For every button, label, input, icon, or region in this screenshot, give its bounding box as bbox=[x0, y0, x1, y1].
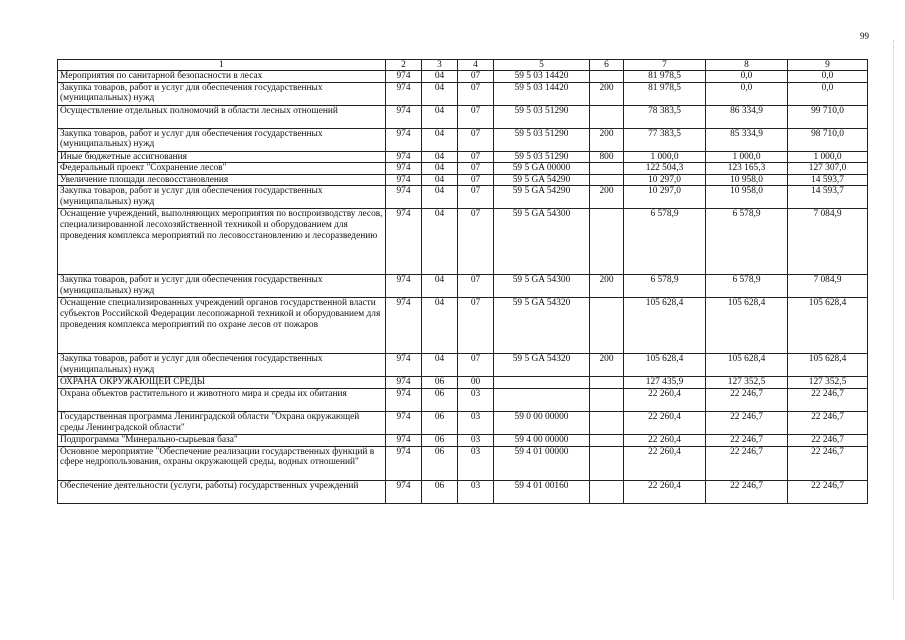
code-admin: 974 bbox=[386, 151, 422, 163]
amount-col8: 6 578,9 bbox=[706, 209, 788, 275]
code-expense-type: 200 bbox=[590, 128, 624, 151]
code-admin: 974 bbox=[386, 209, 422, 275]
code-target: 59 5 03 14420 bbox=[494, 82, 590, 105]
code-section: 04 bbox=[422, 71, 458, 83]
code-admin: 974 bbox=[386, 354, 422, 377]
amount-col9: 127 352,5 bbox=[788, 377, 868, 389]
code-expense-type bbox=[590, 71, 624, 83]
code-section: 06 bbox=[422, 446, 458, 480]
table-row bbox=[58, 411, 868, 434]
code-subsection: 03 bbox=[458, 446, 494, 480]
code-admin: 974 bbox=[386, 275, 422, 298]
code-subsection: 03 bbox=[458, 480, 494, 503]
amount-col8: 105 628,4 bbox=[706, 298, 788, 354]
column-header: 2 bbox=[386, 60, 422, 71]
amount-col7: 81 978,5 bbox=[624, 82, 706, 105]
code-section: 04 bbox=[422, 354, 458, 377]
code-subsection: 07 bbox=[458, 275, 494, 298]
column-header: 9 bbox=[788, 60, 868, 71]
amount-col8: 86 334,9 bbox=[706, 105, 788, 128]
table-row bbox=[58, 105, 868, 128]
code-expense-type bbox=[590, 105, 624, 128]
code-expense-type bbox=[590, 209, 624, 275]
amount-col9: 22 246,7 bbox=[788, 411, 868, 434]
code-target: 59 5 03 51290 bbox=[494, 128, 590, 151]
code-section: 06 bbox=[422, 434, 458, 446]
table-row bbox=[58, 71, 868, 83]
column-header: 6 bbox=[590, 60, 624, 71]
code-target: 59 5 GA 00000 bbox=[494, 163, 590, 175]
row-name: Иные бюджетные ассигнования bbox=[58, 151, 386, 163]
code-admin: 974 bbox=[386, 480, 422, 503]
code-subsection: 07 bbox=[458, 128, 494, 151]
amount-col7: 6 578,9 bbox=[624, 275, 706, 298]
amount-col8: 6 578,9 bbox=[706, 275, 788, 298]
code-section: 06 bbox=[422, 480, 458, 503]
table-row bbox=[58, 174, 868, 186]
code-target: 59 5 GA 54300 bbox=[494, 275, 590, 298]
code-subsection: 07 bbox=[458, 105, 494, 128]
code-target: 59 5 03 51290 bbox=[494, 105, 590, 128]
table-row bbox=[58, 151, 868, 163]
amount-col7: 81 978,5 bbox=[624, 71, 706, 83]
code-admin: 974 bbox=[386, 377, 422, 389]
row-name: Государственная программа Ленинградской области "Охрана окружающей среды Ленинградской области" bbox=[58, 411, 386, 434]
amount-col7: 22 260,4 bbox=[624, 388, 706, 411]
column-header: 8 bbox=[706, 60, 788, 71]
amount-col7: 1 000,0 bbox=[624, 151, 706, 163]
amount-col8: 0,0 bbox=[706, 82, 788, 105]
table-row bbox=[58, 128, 868, 151]
row-name: Основное мероприятие "Обеспечение реализации государственных функций в сфере недропользования, охраны окружающей среды, водных отношений" bbox=[58, 446, 386, 480]
code-subsection: 03 bbox=[458, 411, 494, 434]
code-section: 06 bbox=[422, 411, 458, 434]
table-row bbox=[58, 298, 868, 354]
code-target bbox=[494, 377, 590, 389]
code-admin: 974 bbox=[386, 446, 422, 480]
code-admin: 974 bbox=[386, 434, 422, 446]
code-expense-type bbox=[590, 480, 624, 503]
row-name: Закупка товаров, работ и услуг для обеспечения государственных (муниципальных) нужд bbox=[58, 275, 386, 298]
amount-col7: 10 297,0 bbox=[624, 174, 706, 186]
code-expense-type: 200 bbox=[590, 275, 624, 298]
row-name: Закупка товаров, работ и услуг для обеспечения государственных (муниципальных) нужд bbox=[58, 186, 386, 209]
table-row bbox=[58, 163, 868, 175]
code-target: 59 4 01 00000 bbox=[494, 446, 590, 480]
amount-col9: 1 000,0 bbox=[788, 151, 868, 163]
code-subsection: 00 bbox=[458, 377, 494, 389]
code-target: 59 5 GA 54290 bbox=[494, 174, 590, 186]
amount-col8: 22 246,7 bbox=[706, 446, 788, 480]
column-header: 1 bbox=[58, 60, 386, 71]
table-row bbox=[58, 209, 868, 275]
code-section: 04 bbox=[422, 186, 458, 209]
row-name: Закупка товаров, работ и услуг для обеспечения государственных (муниципальных) нужд bbox=[58, 128, 386, 151]
code-admin: 974 bbox=[386, 388, 422, 411]
code-expense-type bbox=[590, 434, 624, 446]
row-name: Мероприятия по санитарной безопасности в лесах bbox=[58, 71, 386, 83]
amount-col8: 0,0 bbox=[706, 71, 788, 83]
code-admin: 974 bbox=[386, 71, 422, 83]
code-target: 59 5 GA 54320 bbox=[494, 298, 590, 354]
page-number: 99 bbox=[860, 31, 869, 41]
code-admin: 974 bbox=[386, 298, 422, 354]
amount-col9: 14 593,7 bbox=[788, 186, 868, 209]
amount-col9: 0,0 bbox=[788, 82, 868, 105]
budget-table bbox=[57, 59, 868, 504]
amount-col7: 22 260,4 bbox=[624, 446, 706, 480]
code-expense-type bbox=[590, 411, 624, 434]
code-admin: 974 bbox=[386, 163, 422, 175]
code-subsection: 07 bbox=[458, 298, 494, 354]
code-section: 04 bbox=[422, 209, 458, 275]
amount-col9: 22 246,7 bbox=[788, 434, 868, 446]
amount-col9: 0,0 bbox=[788, 71, 868, 83]
table-row bbox=[58, 377, 868, 389]
row-name: Оснащение учреждений, выполняющих мероприятия по воспроизводству лесов, специализированной лесохозяйственной техникой и оборудованием для проведения комплекса мероприятий по лесовосстановлению и лесоразведению bbox=[58, 209, 386, 275]
row-name: Закупка товаров, работ и услуг для обеспечения государственных (муниципальных) нужд bbox=[58, 82, 386, 105]
amount-col8: 10 958,0 bbox=[706, 186, 788, 209]
amount-col9: 22 246,7 bbox=[788, 446, 868, 480]
amount-col8: 22 246,7 bbox=[706, 388, 788, 411]
amount-col9: 105 628,4 bbox=[788, 354, 868, 377]
code-section: 04 bbox=[422, 174, 458, 186]
column-header: 3 bbox=[422, 60, 458, 71]
amount-col7: 78 383,5 bbox=[624, 105, 706, 128]
amount-col8: 22 246,7 bbox=[706, 411, 788, 434]
code-expense-type bbox=[590, 298, 624, 354]
code-admin: 974 bbox=[386, 128, 422, 151]
code-admin: 974 bbox=[386, 82, 422, 105]
row-name: ОХРАНА ОКРУЖАЮЩЕЙ СРЕДЫ bbox=[58, 377, 386, 389]
code-section: 04 bbox=[422, 163, 458, 175]
code-section: 04 bbox=[422, 105, 458, 128]
code-expense-type: 800 bbox=[590, 151, 624, 163]
amount-col8: 22 246,7 bbox=[706, 434, 788, 446]
table-row bbox=[58, 480, 868, 503]
amount-col8: 127 352,5 bbox=[706, 377, 788, 389]
code-admin: 974 bbox=[386, 105, 422, 128]
amount-col7: 105 628,4 bbox=[624, 298, 706, 354]
amount-col9: 7 084,9 bbox=[788, 209, 868, 275]
amount-col7: 127 435,9 bbox=[624, 377, 706, 389]
code-section: 04 bbox=[422, 151, 458, 163]
header-row bbox=[58, 60, 868, 71]
code-section: 06 bbox=[422, 388, 458, 411]
code-target: 59 5 GA 54290 bbox=[494, 186, 590, 209]
amount-col9: 105 628,4 bbox=[788, 298, 868, 354]
code-expense-type bbox=[590, 388, 624, 411]
column-header: 4 bbox=[458, 60, 494, 71]
code-expense-type: 200 bbox=[590, 82, 624, 105]
table-row bbox=[58, 446, 868, 480]
code-section: 06 bbox=[422, 377, 458, 389]
row-name: Подпрограмма "Минерально-сырьевая база" bbox=[58, 434, 386, 446]
code-admin: 974 bbox=[386, 411, 422, 434]
code-target: 59 5 GA 54320 bbox=[494, 354, 590, 377]
code-admin: 974 bbox=[386, 174, 422, 186]
column-header: 5 bbox=[494, 60, 590, 71]
code-subsection: 07 bbox=[458, 151, 494, 163]
amount-col8: 22 246,7 bbox=[706, 480, 788, 503]
row-name: Увеличение площади лесовосстановления bbox=[58, 174, 386, 186]
row-name: Оснащение специализированных учреждений органов государственной власти субъектов Российской Федерации лесопожарной техникой и оборудованием для проведения комплекса мероприятий по охране лесов от пожаров bbox=[58, 298, 386, 354]
row-name: Закупка товаров, работ и услуг для обеспечения государственных (муниципальных) нужд bbox=[58, 354, 386, 377]
row-name: Осуществление отдельных полномочий в области лесных отношений bbox=[58, 105, 386, 128]
code-subsection: 07 bbox=[458, 209, 494, 275]
code-target: 59 5 03 51290 bbox=[494, 151, 590, 163]
amount-col8: 123 165,3 bbox=[706, 163, 788, 175]
row-name: Охрана объектов растительного и животного мира и среды их обитания bbox=[58, 388, 386, 411]
code-target: 59 0 00 00000 bbox=[494, 411, 590, 434]
amount-col8: 1 000,0 bbox=[706, 151, 788, 163]
amount-col7: 10 297,0 bbox=[624, 186, 706, 209]
code-section: 04 bbox=[422, 275, 458, 298]
amount-col9: 98 710,0 bbox=[788, 128, 868, 151]
code-subsection: 07 bbox=[458, 163, 494, 175]
table-row bbox=[58, 388, 868, 411]
code-target: 59 4 00 00000 bbox=[494, 434, 590, 446]
code-target: 59 5 03 14420 bbox=[494, 71, 590, 83]
column-header: 7 bbox=[624, 60, 706, 71]
amount-col9: 22 246,7 bbox=[788, 388, 868, 411]
code-section: 04 bbox=[422, 128, 458, 151]
code-subsection: 07 bbox=[458, 186, 494, 209]
code-admin: 974 bbox=[386, 186, 422, 209]
amount-col9: 7 084,9 bbox=[788, 275, 868, 298]
table-row bbox=[58, 354, 868, 377]
code-target bbox=[494, 388, 590, 411]
amount-col8: 105 628,4 bbox=[706, 354, 788, 377]
code-subsection: 03 bbox=[458, 388, 494, 411]
table-body bbox=[58, 71, 868, 504]
amount-col7: 105 628,4 bbox=[624, 354, 706, 377]
row-name: Федеральный проект "Сохранение лесов" bbox=[58, 163, 386, 175]
code-expense-type bbox=[590, 446, 624, 480]
table-row bbox=[58, 186, 868, 209]
code-expense-type bbox=[590, 163, 624, 175]
code-subsection: 07 bbox=[458, 71, 494, 83]
amount-col7: 77 383,5 bbox=[624, 128, 706, 151]
code-expense-type: 200 bbox=[590, 354, 624, 377]
amount-col9: 127 307,0 bbox=[788, 163, 868, 175]
scan-edge-marks bbox=[893, 40, 895, 600]
amount-col7: 22 260,4 bbox=[624, 411, 706, 434]
code-subsection: 07 bbox=[458, 354, 494, 377]
table-row bbox=[58, 275, 868, 298]
code-subsection: 03 bbox=[458, 434, 494, 446]
code-target: 59 4 01 00160 bbox=[494, 480, 590, 503]
amount-col7: 22 260,4 bbox=[624, 480, 706, 503]
amount-col9: 14 593,7 bbox=[788, 174, 868, 186]
code-expense-type bbox=[590, 174, 624, 186]
row-name: Обеспечение деятельности (услуги, работы) государственных учреждений bbox=[58, 480, 386, 503]
amount-col9: 99 710,0 bbox=[788, 105, 868, 128]
code-expense-type: 200 bbox=[590, 186, 624, 209]
amount-col8: 85 334,9 bbox=[706, 128, 788, 151]
code-section: 04 bbox=[422, 82, 458, 105]
table-row bbox=[58, 82, 868, 105]
table-row bbox=[58, 434, 868, 446]
amount-col8: 10 958,0 bbox=[706, 174, 788, 186]
amount-col7: 22 260,4 bbox=[624, 434, 706, 446]
code-expense-type bbox=[590, 377, 624, 389]
code-target: 59 5 GA 54300 bbox=[494, 209, 590, 275]
code-section: 04 bbox=[422, 298, 458, 354]
amount-col9: 22 246,7 bbox=[788, 480, 868, 503]
code-subsection: 07 bbox=[458, 174, 494, 186]
amount-col7: 122 504,3 bbox=[624, 163, 706, 175]
amount-col7: 6 578,9 bbox=[624, 209, 706, 275]
code-subsection: 07 bbox=[458, 82, 494, 105]
